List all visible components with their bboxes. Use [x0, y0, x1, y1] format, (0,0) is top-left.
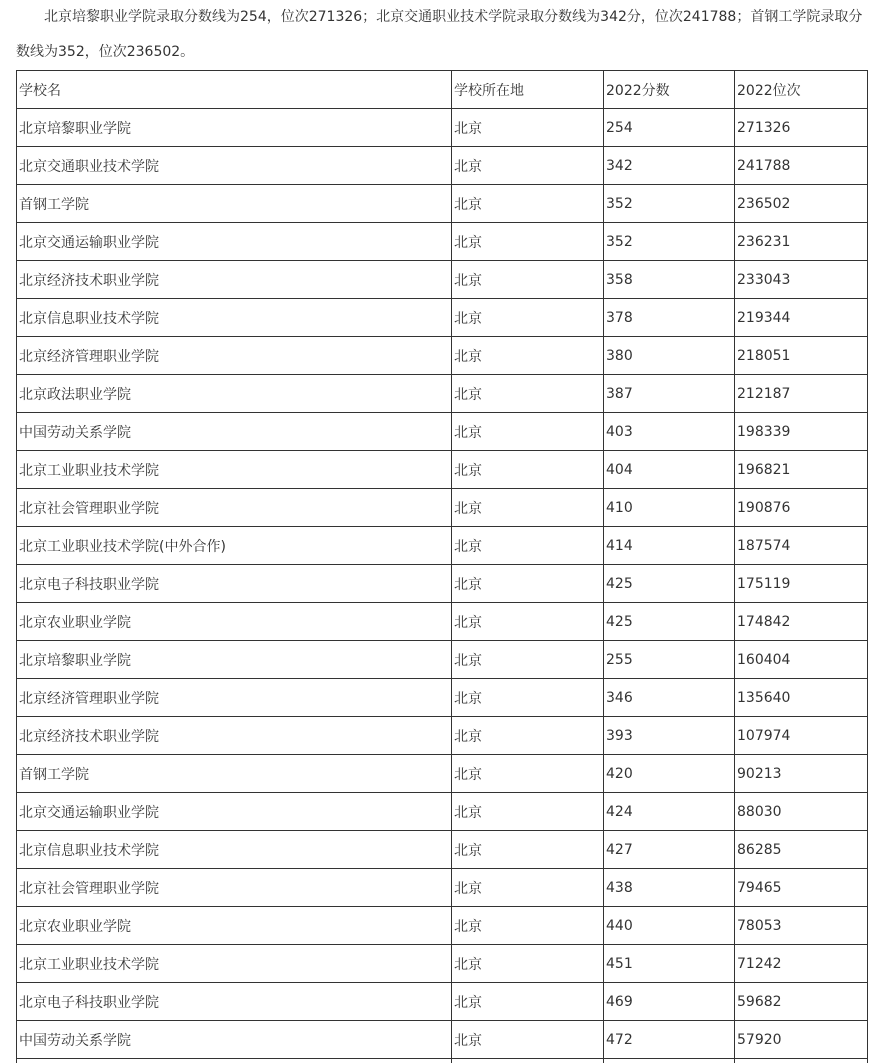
cell-score-2022: 346 [604, 679, 735, 717]
cell-rank-2022: 90213 [735, 755, 868, 793]
cell-location: 北京 [452, 413, 604, 451]
cell-rank-2022: 198339 [735, 413, 868, 451]
cell-school-name: 北京工业职业技术学院 [17, 945, 452, 983]
cell-rank-2022: 196821 [735, 451, 868, 489]
cell-school-name: 北京农业职业学院 [17, 907, 452, 945]
cell-score-2022: 255 [604, 641, 735, 679]
table-row [17, 565, 868, 603]
table-body [17, 109, 868, 1063]
cell-score-2022: 352 [604, 223, 735, 261]
cell-school-name: 北京电子科技职业学院 [17, 983, 452, 1021]
cell-school-name: 北京交通运输职业学院 [17, 793, 452, 831]
cell-score-2022: 425 [604, 565, 735, 603]
cell-score-2022: 414 [604, 527, 735, 565]
cell-school-name: 北京交通运输职业学院 [17, 223, 452, 261]
cell-location: 北京 [452, 451, 604, 489]
cell-score-2022: 378 [604, 299, 735, 337]
cell-location: 北京 [452, 755, 604, 793]
cell-score-2022: 254 [604, 109, 735, 147]
table-row [17, 1059, 868, 1063]
cell-rank-2022: 175119 [735, 565, 868, 603]
cell-location: 北京 [452, 717, 604, 755]
cell-location: 北京 [452, 147, 604, 185]
cell-school-name: 北京农业职业学院 [17, 603, 452, 641]
cell-rank-2022: 174842 [735, 603, 868, 641]
header-location: 学校所在地 [452, 71, 604, 109]
table-row [17, 831, 868, 869]
cell-score-2022: 358 [604, 261, 735, 299]
table-row [17, 603, 868, 641]
cell-rank-2022: 212187 [735, 375, 868, 413]
cell-school-name: 北京工业职业技术学院 [17, 451, 452, 489]
cell-location: 北京 [452, 869, 604, 907]
cell-score-2022: 387 [604, 375, 735, 413]
cell-location [452, 1059, 604, 1063]
cell-school-name: 北京经济管理职业学院 [17, 337, 452, 375]
cell-rank-2022: 187574 [735, 527, 868, 565]
cell-location: 北京 [452, 527, 604, 565]
cell-location: 北京 [452, 983, 604, 1021]
cell-school-name: 北京电子科技职业学院 [17, 565, 452, 603]
cell-rank-2022: 233043 [735, 261, 868, 299]
header-score-2022: 2022分数 [604, 71, 735, 109]
table-header-row [17, 71, 868, 109]
cell-score-2022: 472 [604, 1021, 735, 1059]
cell-score-2022: 342 [604, 147, 735, 185]
cell-location: 北京 [452, 641, 604, 679]
cell-score-2022: 403 [604, 413, 735, 451]
cell-location: 北京 [452, 679, 604, 717]
cell-score-2022: 469 [604, 983, 735, 1021]
table-row [17, 983, 868, 1021]
cell-rank-2022: 190876 [735, 489, 868, 527]
cell-rank-2022: 88030 [735, 793, 868, 831]
table-row [17, 223, 868, 261]
table-row [17, 793, 868, 831]
cell-rank-2022: 59682 [735, 983, 868, 1021]
table-row [17, 717, 868, 755]
table-row [17, 147, 868, 185]
header-rank-2022: 2022位次 [735, 71, 868, 109]
cell-location: 北京 [452, 793, 604, 831]
table-row [17, 375, 868, 413]
cell-school-name: 首钢工学院 [17, 185, 452, 223]
cell-score-2022: 438 [604, 869, 735, 907]
cell-location: 北京 [452, 185, 604, 223]
cell-location: 北京 [452, 223, 604, 261]
admission-score-table [16, 70, 868, 1063]
intro-paragraph: 北京培黎职业学院录取分数线为254，位次271326；北京交通职业技术学院录取分数线为342分，位次241788；首钢工学院录取分数线为352，位次236502。 [16, 9, 863, 60]
cell-rank-2022: 241788 [735, 147, 868, 185]
cell-rank-2022: 219344 [735, 299, 868, 337]
cell-rank-2022: 71242 [735, 945, 868, 983]
cell-rank-2022: 236502 [735, 185, 868, 223]
cell-location: 北京 [452, 831, 604, 869]
cell-location: 北京 [452, 337, 604, 375]
cell-school-name: 北京信息职业技术学院 [17, 299, 452, 337]
cell-location: 北京 [452, 603, 604, 641]
table-row [17, 907, 868, 945]
table-row [17, 185, 868, 223]
table-row [17, 451, 868, 489]
cell-score-2022: 404 [604, 451, 735, 489]
cell-location: 北京 [452, 261, 604, 299]
cell-rank-2022: 78053 [735, 907, 868, 945]
cell-school-name: 北京培黎职业学院 [17, 641, 452, 679]
cell-rank-2022 [735, 1059, 868, 1063]
cell-school-name: 北京交通职业技术学院 [17, 147, 452, 185]
cell-school-name: 北京经济技术职业学院 [17, 717, 452, 755]
cell-location: 北京 [452, 375, 604, 413]
cell-school-name: 北京工业职业技术学院(中外合作) [17, 527, 452, 565]
cell-school-name: 中国劳动关系学院 [17, 1021, 452, 1059]
cell-school-name: 北京社会管理职业学院 [17, 869, 452, 907]
cell-score-2022: 451 [604, 945, 735, 983]
cell-score-2022: 410 [604, 489, 735, 527]
cell-score-2022 [604, 1059, 735, 1063]
table-row [17, 755, 868, 793]
cell-rank-2022: 79465 [735, 869, 868, 907]
cell-school-name: 北京社会管理职业学院 [17, 489, 452, 527]
cell-rank-2022: 218051 [735, 337, 868, 375]
cell-school-name: 中国劳动关系学院 [17, 413, 452, 451]
table-row [17, 299, 868, 337]
cell-score-2022: 425 [604, 603, 735, 641]
cell-school-name [17, 1059, 452, 1063]
cell-school-name: 北京政法职业学院 [17, 375, 452, 413]
cell-location: 北京 [452, 945, 604, 983]
table-row [17, 1021, 868, 1059]
cell-rank-2022: 107974 [735, 717, 868, 755]
cell-score-2022: 424 [604, 793, 735, 831]
cell-score-2022: 427 [604, 831, 735, 869]
cell-location: 北京 [452, 1021, 604, 1059]
table-row [17, 261, 868, 299]
cell-school-name: 北京信息职业技术学院 [17, 831, 452, 869]
cell-school-name: 首钢工学院 [17, 755, 452, 793]
cell-location: 北京 [452, 907, 604, 945]
table-row [17, 413, 868, 451]
cell-school-name: 北京经济技术职业学院 [17, 261, 452, 299]
cell-location: 北京 [452, 489, 604, 527]
table-row [17, 109, 868, 147]
cell-rank-2022: 160404 [735, 641, 868, 679]
table-row [17, 679, 868, 717]
cell-score-2022: 420 [604, 755, 735, 793]
cell-location: 北京 [452, 299, 604, 337]
table-row [17, 945, 868, 983]
table-row [17, 641, 868, 679]
table-row [17, 489, 868, 527]
cell-score-2022: 352 [604, 185, 735, 223]
header-school-name: 学校名 [17, 71, 452, 109]
cell-score-2022: 380 [604, 337, 735, 375]
cell-location: 北京 [452, 109, 604, 147]
table-row [17, 337, 868, 375]
cell-rank-2022: 271326 [735, 109, 868, 147]
cell-rank-2022: 86285 [735, 831, 868, 869]
cell-school-name: 北京经济管理职业学院 [17, 679, 452, 717]
cell-rank-2022: 236231 [735, 223, 868, 261]
cell-score-2022: 440 [604, 907, 735, 945]
cell-rank-2022: 135640 [735, 679, 868, 717]
table-row [17, 869, 868, 907]
cell-score-2022: 393 [604, 717, 735, 755]
cell-location: 北京 [452, 565, 604, 603]
cell-school-name: 北京培黎职业学院 [17, 109, 452, 147]
table-header [17, 71, 868, 109]
cell-rank-2022: 57920 [735, 1021, 868, 1059]
table-row [17, 527, 868, 565]
